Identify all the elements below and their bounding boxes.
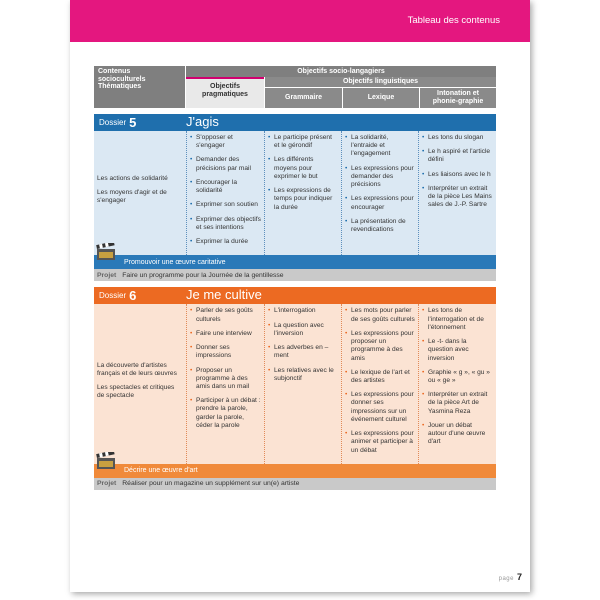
dossier5-pragmatiques: • S'opposer et s'engager • Demander des précisions par mail • Encourager la solidarité • Exprimer son soutien • Exprimer des objectifs et ses intentions • Exprimer la durée: [186, 131, 264, 255]
header-objectifs-socio: Objectifs socio-langagiers: [186, 66, 496, 77]
table-header: [94, 66, 496, 108]
dossier-number: 6: [129, 288, 137, 304]
dossier-label: Dossier: [99, 118, 127, 127]
dossier6-bar: [94, 287, 496, 304]
dossier5-intonation: • Les tons du slogan • Le h aspiré et l'article défini • Les liaisons avec le h • Interpréter un extrait de la pièce Les Mains sales de J.-P. Sartre: [418, 131, 495, 255]
dossier6-themes: La découverte d'artistes français et de leurs œuvres Les spectacles et critiques de spectacle: [97, 361, 177, 400]
header-contenus: Contenus socioculturels Thématiques: [94, 66, 185, 108]
dossier-number: 5: [129, 115, 137, 130]
clapperboard-icon: [96, 452, 116, 470]
dossier6-intonation: • Les tons de l'interrogation et de l'étonnement • Le -t- dans la question avec inversion • Graphie « g », « gu » ou « ge » • Interpréter un extrait de la pièce Art de Yasmina Reza • Jouer un débat autour d'une œuvre d'art: [418, 304, 495, 464]
dossier6-projet: Projet Réaliser pour un magazine un supplément sur un(e) artiste: [94, 478, 496, 490]
dossier6-content: [94, 304, 496, 464]
dossier5-bar: [94, 114, 496, 131]
clapperboard-icon: [96, 243, 116, 261]
dossier5-projet: Projet Faire un programme pour la Journée de la gentillesse: [94, 269, 496, 281]
dossier5-lexique: • La solidarité, l'entraide et l'engagement • Les expressions pour demander des précisions • Les expressions pour encourager • La présentation de revendications: [341, 131, 418, 255]
header-lexique: Lexique: [343, 88, 419, 108]
header-pragmatiques: Objectifs pragmatiques: [186, 77, 264, 108]
dossier-title: J'agis: [186, 114, 219, 129]
dossier-label: Dossier: [99, 291, 127, 301]
header-grammaire: Grammaire: [265, 88, 342, 108]
header-linguistiques: Objectifs linguistiques: [265, 77, 496, 87]
dossier6-task: Décrire une œuvre d'art: [94, 464, 496, 478]
header-band: [70, 0, 530, 42]
contents-table: [94, 66, 496, 490]
dossier6-pragmatiques: • Parler de ses goûts culturels • Faire une interview • Donner ses impressions • Proposer un programme à des amis dans un mail • Participer à un débat : prendre la parole, garder la parole, céder la parole: [186, 304, 264, 464]
dossier-title: Je me cultive: [186, 287, 262, 303]
header-title: Tableau des contenus: [407, 15, 500, 26]
dossier6-grammaire: • L'interrogation • La question avec l'inversion • Les adverbes en –ment • Les relatives avec le subjonctif: [264, 304, 341, 464]
dossier5-content: [94, 131, 496, 255]
page-number: page 7: [498, 572, 522, 582]
dossier6-lexique: • Les mots pour parler de ses goûts culturels • Les expressions pour proposer un programme à des amis • Le lexique de l'art et des artistes • Les expressions pour donner ses impressions sur un événement culturel • Les expressions pour animer et participer à un débat: [341, 304, 418, 464]
header-intonation: Intonation et phonie-graphie: [420, 88, 496, 108]
dossier5-themes: Les actions de solidarité Les moyens d'agir et de s'engager: [97, 174, 168, 205]
dossier5-task: Promouvoir une œuvre caritative: [94, 255, 496, 269]
dossier5-grammaire: • Le participe présent et le gérondif • Les différents moyens pour exprimer le but • Les expressions de temps pour indiquer la durée: [264, 131, 341, 255]
